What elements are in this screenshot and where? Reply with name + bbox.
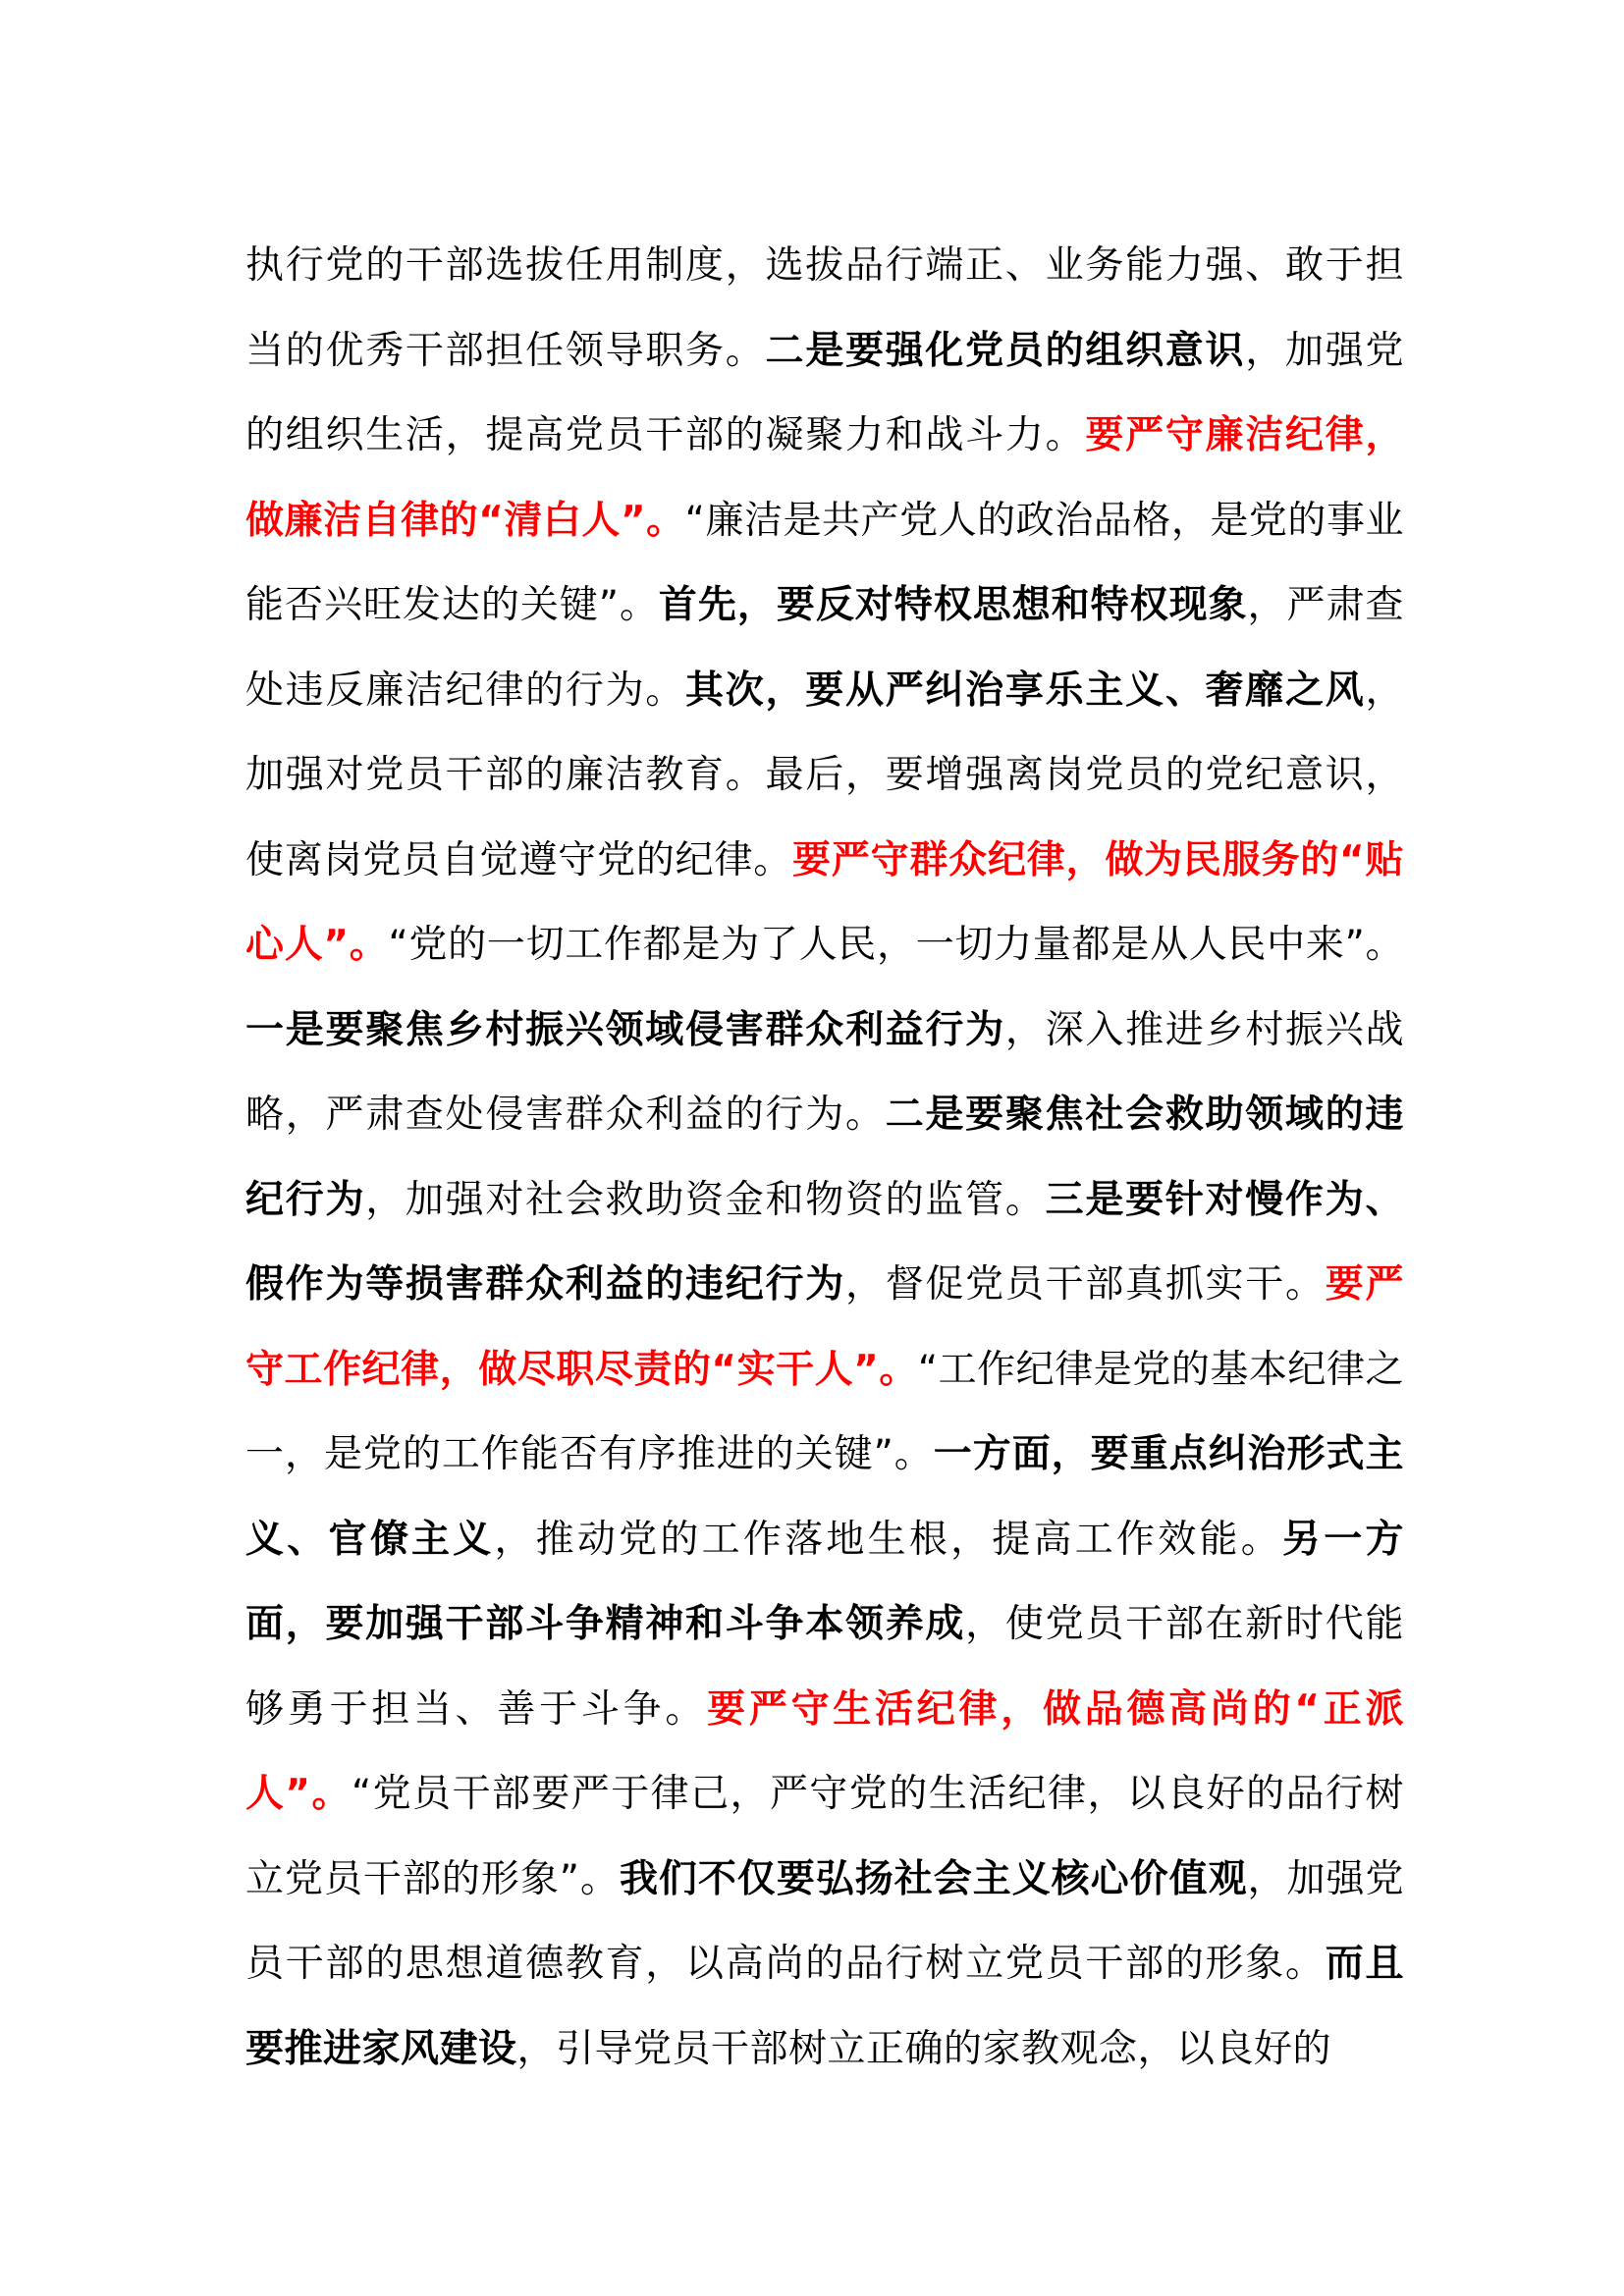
bold-text-segment: 其次，要从严纠治享乐主义、奢靡之风 [685, 667, 1366, 713]
text-segment: “党的一切工作都是为了人民，一切力量都是从人民中来”。 [388, 923, 1404, 967]
text-segment: ，使党员干部在新时代能够勇于担当、善于斗争。 [245, 1602, 1404, 1732]
bold-text-segment: 二是要聚焦社会救助领域的违纪行为 [245, 1093, 1404, 1222]
bold-text-segment: 另一方面，要加强干部斗争精神和斗争本领养成 [245, 1517, 1404, 1646]
paragraph [245, 224, 1404, 2092]
text-segment: “党员干部要严于律己，严守党的生活纪律，以良好的品行树立党员干部的形象”。 [245, 1772, 1404, 1901]
bold-text-segment: 首先，要反对特权思想和特权现象 [658, 583, 1248, 627]
red-heading-segment: 要严守生活纪律，做品德高尚的“正派人”。 [245, 1686, 1404, 1816]
bold-text-segment: 我们不仅要弘扬社会主义核心价值观 [619, 1856, 1248, 1901]
bold-text-segment: 一方面，要重点纠治形式主义、官僚主义 [245, 1432, 1404, 1562]
text-segment: ，加强对党员干部的廉洁教育。最后，要增强离岗党员的党纪意识，使离岗党员自觉遵守党的纪律。 [245, 667, 1404, 882]
text-segment: ，严肃查处违反廉洁纪律的行为。 [245, 583, 1404, 713]
text-segment: “廉洁是共产党人的政治品格，是党的事业能否兴旺发达的关键”。 [245, 498, 1404, 627]
text-segment: ，深入推进乡村振兴战略，严肃查处侵害群众利益的行为。 [245, 1007, 1404, 1137]
bold-text-segment: 三是要针对慢作为、假作为等损害群众利益的违纪行为 [245, 1177, 1404, 1307]
bold-text-segment: 一是要聚焦乡村振兴领域侵害群众利益行为 [245, 1007, 1005, 1052]
text-segment: ，推动党的工作落地生根，提高工作效能。 [494, 1517, 1282, 1562]
body-text [245, 224, 1404, 2092]
text-segment: ，加强对社会救助资金和物资的监管。 [365, 1177, 1046, 1222]
text-segment: ，加强党的组织生活，提高党员干部的凝聚力和战斗力。 [245, 328, 1404, 457]
text-segment: ，督促党员干部真抓实干。 [844, 1262, 1326, 1307]
bold-text-segment: 而且要推进家风建设 [245, 1942, 1404, 2071]
text-segment: 执行党的干部选拔任用制度，选拔品行端正、业务能力强、敢于担当的优秀干部担任领导职务。 [245, 243, 1404, 373]
text-segment: “工作纪律是党的基本纪律之一，是党的工作能否有序推进的关键”。 [245, 1347, 1404, 1476]
red-heading-segment: 要严守工作纪律，做尽职尽责的“实干人”。 [245, 1262, 1404, 1392]
red-heading-segment: 要严守廉洁纪律，做廉洁自律的“清白人”。 [245, 413, 1404, 543]
text-segment: ，引导党员干部树立正确的家教观念，以良好的 [516, 2026, 1332, 2071]
text-segment: ，加强党员干部的思想道德教育，以高尚的品行树立党员干部的形象。 [245, 1856, 1404, 1986]
red-heading-segment: 要严守群众纪律，做为民服务的“贴心人”。 [245, 837, 1404, 967]
bold-text-segment: 二是要强化党员的组织意识 [765, 328, 1246, 373]
